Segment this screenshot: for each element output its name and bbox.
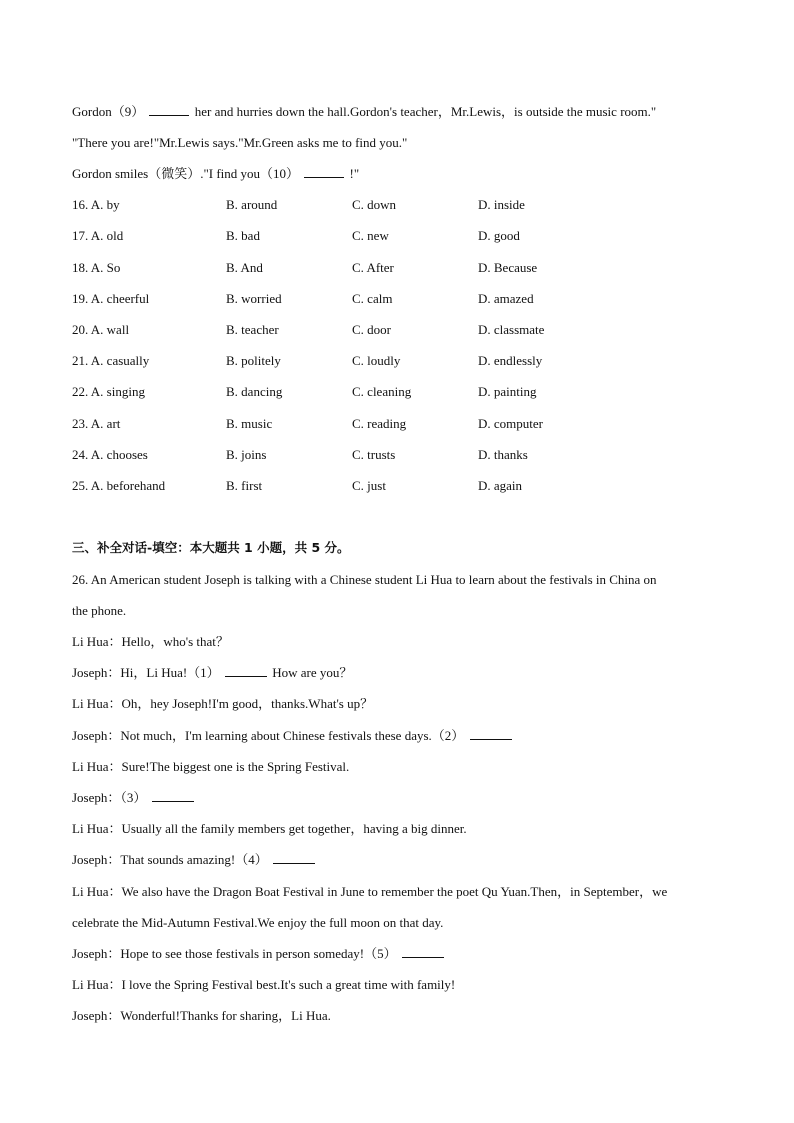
option-a: 24. A. chooses — [72, 447, 148, 462]
dialogue-text: Joseph：Hope to see those festivals in person someday!（5） — [72, 946, 397, 961]
option-c: C. reading — [352, 416, 407, 431]
option-c: C. door — [352, 322, 391, 337]
option-d: D. computer — [478, 416, 543, 431]
dialogue-line: Joseph：Wonderful!Thanks for sharing，Li Hua. — [72, 1008, 331, 1023]
option-a: 23. A. art — [72, 416, 121, 431]
dialogue-line: Li Hua：I love the Spring Festival best.It's such a great time with family! — [72, 977, 456, 992]
option-a: 22. A. singing — [72, 384, 145, 399]
section-heading: 三、补全对话-填空：本大题共 1 小题，共 5 分。 — [72, 540, 350, 555]
question-intro: the phone. — [72, 603, 127, 618]
passage-text: !" — [349, 166, 360, 181]
dialogue-line — [72, 789, 196, 807]
option-a: 18. A. So — [72, 260, 121, 275]
option-d: D. endlessly — [478, 353, 543, 368]
option-c: C. After — [352, 260, 394, 275]
passage-line-3 — [72, 165, 359, 183]
option-a: 25. A. beforehand — [72, 478, 166, 493]
option-a: 20. A. wall — [72, 322, 130, 337]
dialogue-line — [72, 664, 352, 682]
option-c: C. just — [352, 478, 386, 493]
dialogue-line — [72, 727, 514, 745]
passage-text: her and hurries down the hall.Gordon's teacher，Mr.Lewis，is outside the music room." — [194, 104, 657, 119]
option-c: C. calm — [352, 291, 393, 306]
passage-line-1 — [72, 103, 656, 121]
answer-blank-3 — [152, 789, 194, 802]
option-d: D. Because — [478, 260, 538, 275]
option-b: B. worried — [226, 291, 282, 306]
dialogue-line: celebrate the Mid-Autumn Festival.We enjoy the full moon on that day. — [72, 915, 444, 930]
dialogue-line: Li Hua：We also have the Dragon Boat Festival in June to remember the poet Qu Yuan.Then，in September，we — [72, 884, 668, 899]
passage-text: Gordon（9） — [72, 104, 145, 119]
answer-blank-9 — [149, 103, 189, 116]
option-d: D. classmate — [478, 322, 545, 337]
option-d: D. good — [478, 228, 520, 243]
option-b: B. bad — [226, 228, 260, 243]
option-b: B. teacher — [226, 322, 279, 337]
option-c: C. trusts — [352, 447, 396, 462]
passage-text: Gordon smiles（微笑）."I find you（10） — [72, 166, 300, 181]
dialogue-text: How are you？ — [272, 665, 353, 680]
option-c: C. down — [352, 197, 397, 212]
answer-blank-1 — [225, 664, 267, 677]
dialogue-line: Li Hua：Hello，who's that？ — [72, 634, 229, 649]
option-d: D. inside — [478, 197, 525, 212]
option-b: B. around — [226, 197, 278, 212]
dialogue-text: Joseph：That sounds amazing!（4） — [72, 852, 268, 867]
dialogue-line: Li Hua：Sure!The biggest one is the Spring Festival. — [72, 759, 350, 774]
dialogue-text: Joseph：Hi，Li Hua!（1） — [72, 665, 220, 680]
option-a: 16. A. by — [72, 197, 120, 212]
option-a: 17. A. old — [72, 228, 124, 243]
option-b: B. first — [226, 478, 263, 493]
option-d: D. amazed — [478, 291, 534, 306]
dialogue-line — [72, 945, 446, 963]
dialogue-text: Joseph：Not much，I'm learning about Chinese festivals these days.（2） — [72, 728, 465, 743]
option-d: D. again — [478, 478, 523, 493]
option-d: D. painting — [478, 384, 537, 399]
answer-blank-10 — [304, 165, 344, 178]
option-c: C. cleaning — [352, 384, 412, 399]
question-intro: 26. An American student Joseph is talking with a Chinese student Li Hua to learn about the festivals in China on — [72, 572, 657, 587]
answer-blank-4 — [273, 851, 315, 864]
option-c: C. new — [352, 228, 389, 243]
option-a: 19. A. cheerful — [72, 291, 150, 306]
passage-line-2: "There you are!"Mr.Lewis says."Mr.Green asks me to find you." — [72, 135, 408, 150]
option-b: B. dancing — [226, 384, 283, 399]
dialogue-line — [72, 851, 317, 869]
option-b: B. And — [226, 260, 263, 275]
dialogue-text: Joseph：（3） — [72, 790, 147, 805]
answer-blank-2 — [470, 727, 512, 740]
option-c: C. loudly — [352, 353, 401, 368]
dialogue-line: Li Hua：Oh，hey Joseph!I'm good，thanks.What's up？ — [72, 696, 374, 711]
option-b: B. politely — [226, 353, 281, 368]
dialogue-line: Li Hua：Usually all the family members get together，having a big dinner. — [72, 821, 467, 836]
option-d: D. thanks — [478, 447, 528, 462]
option-b: B. music — [226, 416, 273, 431]
option-a: 21. A. casually — [72, 353, 150, 368]
answer-blank-5 — [402, 945, 444, 958]
option-b: B. joins — [226, 447, 267, 462]
